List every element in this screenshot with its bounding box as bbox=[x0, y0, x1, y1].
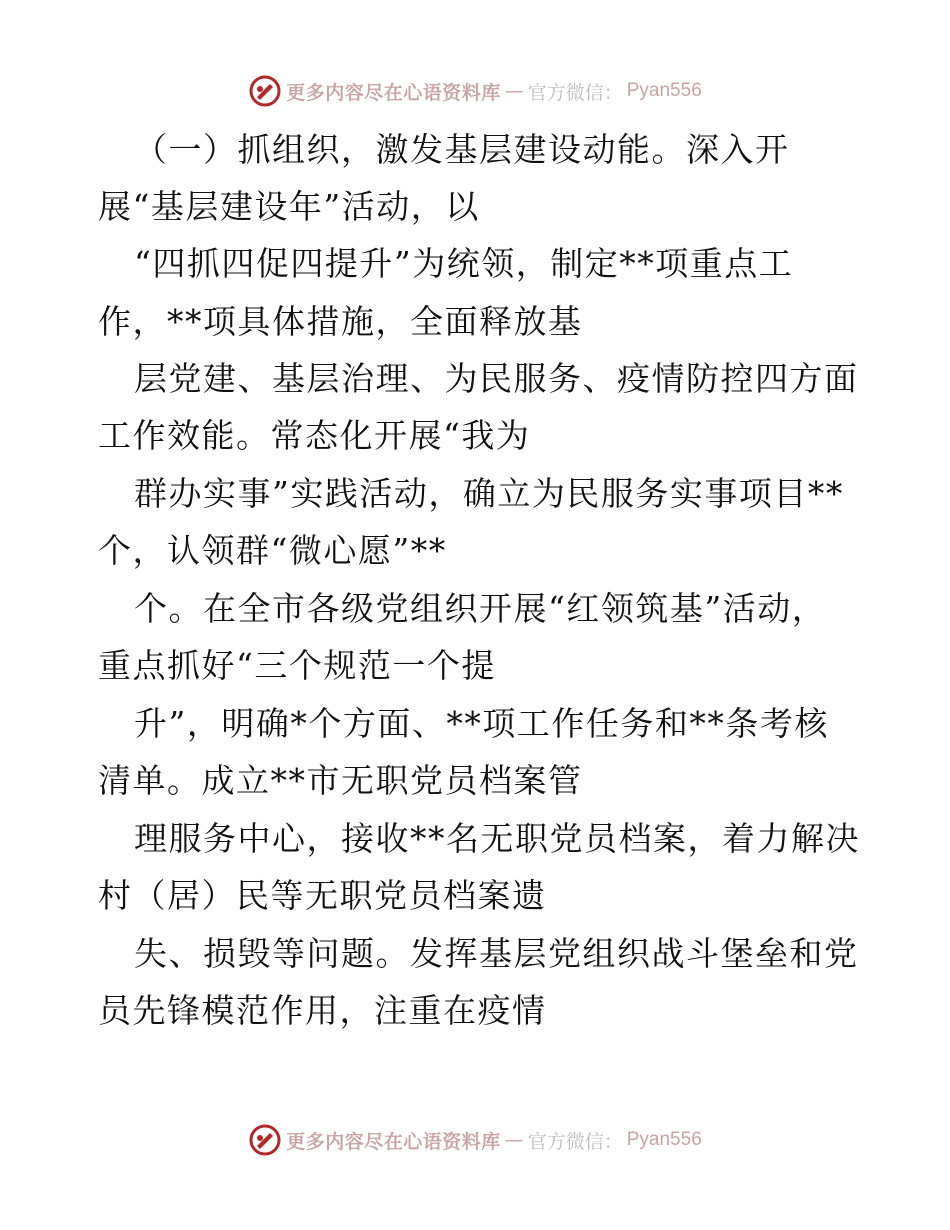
footer-banner bbox=[0, 1120, 950, 1160]
body-line: （一）抓组织，激发基层建设动能。深入开 bbox=[134, 130, 790, 169]
body-line: “四抓四促四提升”为统领，制定**项重点工 bbox=[134, 244, 794, 283]
body-line: 村（居）民等无职党员档案遗 bbox=[98, 876, 547, 915]
header-wechat-id: Pyan556 bbox=[626, 80, 702, 101]
body-line: 理服务中心，接收**名无职党员档案，着力解决 bbox=[134, 819, 860, 858]
footer-brand-text: 更多内容尽在心语资料库 bbox=[286, 1130, 501, 1153]
body-line: 个。在全市各级党组织开展“红领筑基”活动， bbox=[134, 589, 827, 628]
body-line: 个，认领群“微心愿”** bbox=[98, 531, 447, 570]
body-line: 作，**项具体措施，全面释放基 bbox=[98, 302, 583, 341]
body-line: 员先锋模范作用，注重在疫情 bbox=[98, 991, 547, 1030]
header-wechat-label: 官方微信： bbox=[527, 81, 623, 104]
header-banner bbox=[0, 71, 950, 111]
footer-wechat-id: Pyan556 bbox=[626, 1129, 702, 1150]
body-line: 升”，明确*个方面、**项工作任务和**条考核 bbox=[134, 704, 829, 743]
brand-logo-icon bbox=[248, 1123, 282, 1157]
footer-wechat-label: 官方微信： bbox=[527, 1130, 623, 1153]
body-line: 清单。成立**市无职党员档案管 bbox=[98, 761, 583, 800]
body-line: 展“基层建设年”活动，以 bbox=[98, 187, 480, 226]
header-brand-text: 更多内容尽在心语资料库 bbox=[286, 81, 501, 104]
body-line: 工作效能。常态化开展“我为 bbox=[98, 416, 531, 455]
body-line: 群办实事”实践活动，确立为民服务实事项目** bbox=[134, 474, 844, 513]
footer-separator: — bbox=[504, 1129, 524, 1151]
header-separator: — bbox=[504, 80, 524, 102]
body-line: 层党建、基层治理、为民服务、疫情防控四方面 bbox=[134, 359, 859, 398]
body-line: 重点抓好“三个规范一个提 bbox=[98, 646, 496, 685]
body-line: 失、损毁等问题。发挥基层党组织战斗堡垒和党 bbox=[134, 934, 859, 973]
brand-logo-icon bbox=[248, 74, 282, 108]
